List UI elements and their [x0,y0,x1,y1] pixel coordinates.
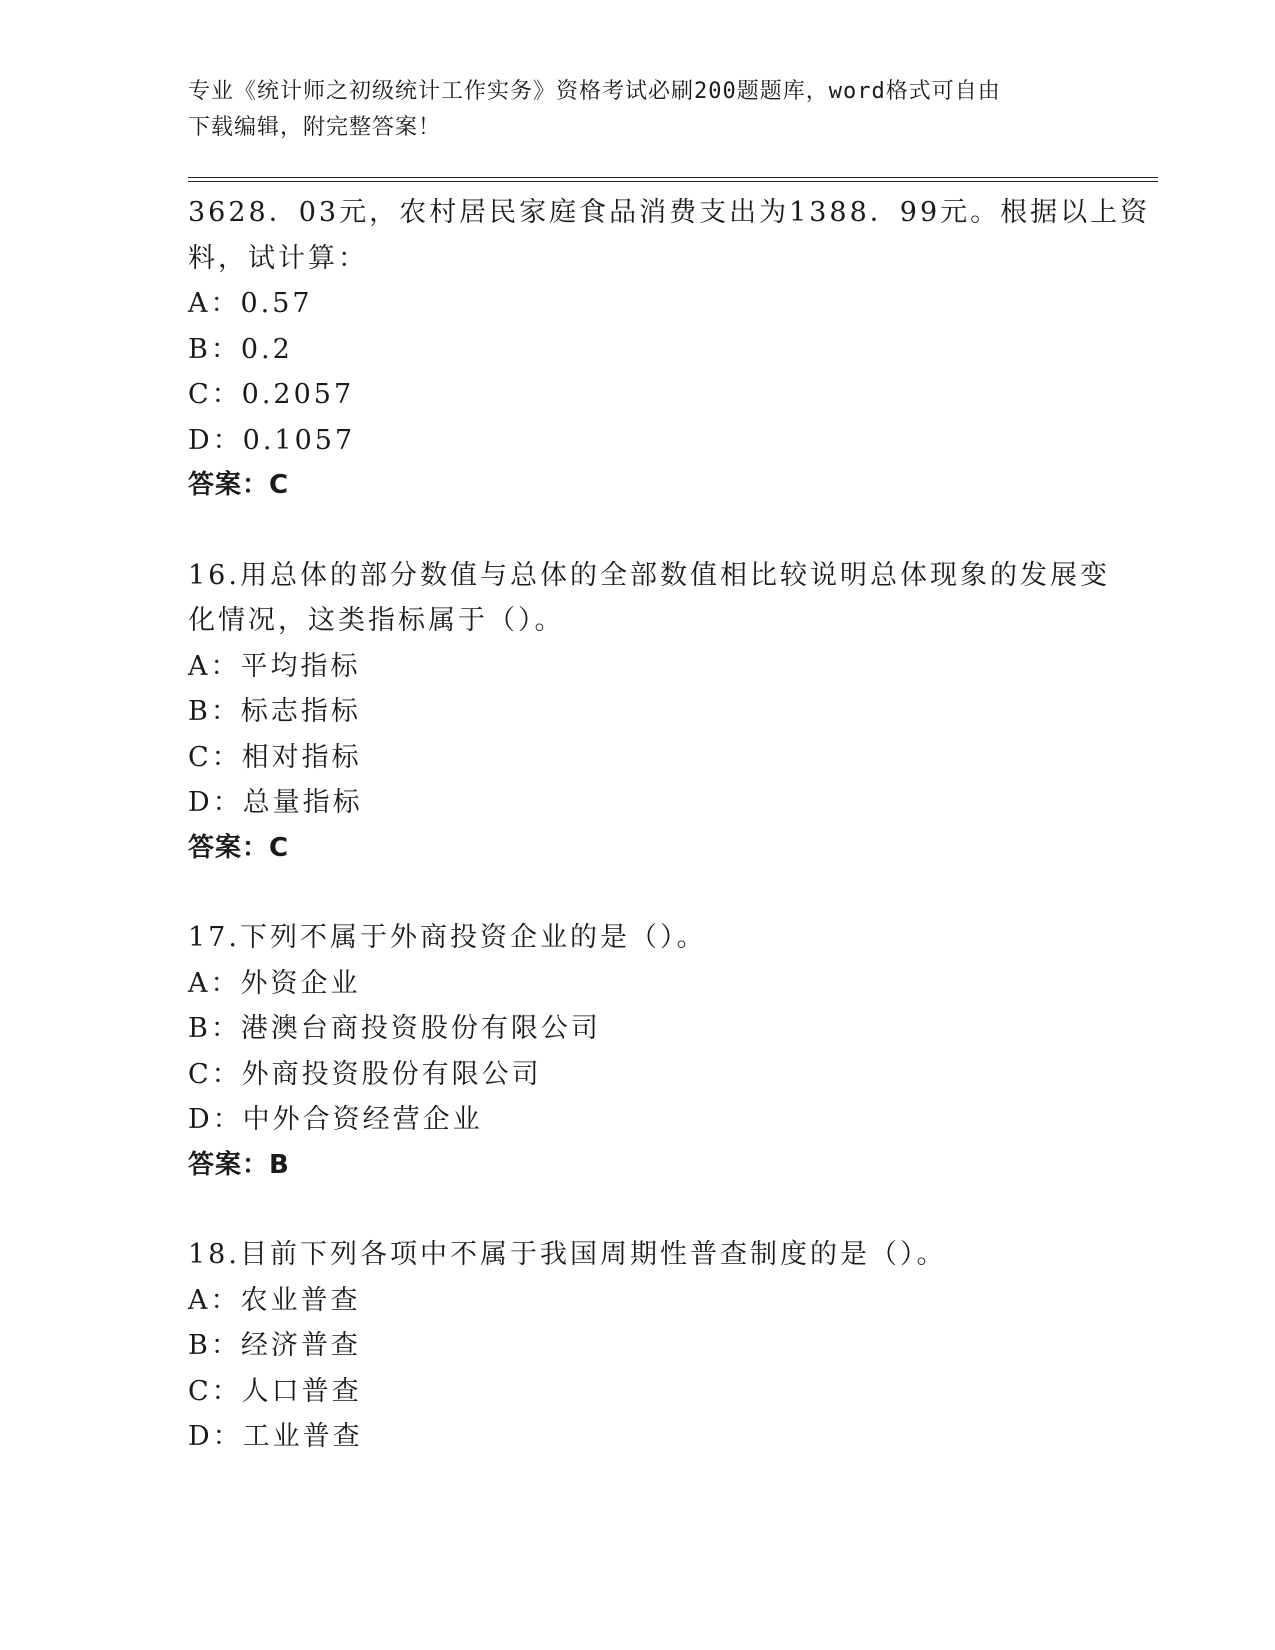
option-a: A：外资企业 [188,967,361,999]
option-b: B：港澳台商投资股份有限公司 [188,1013,601,1044]
question-text-line: 18.目前下列各项中不属于我国周期性普查制度的是（）。 [188,1239,947,1270]
answer-line: 答案：B [188,1149,290,1180]
option-d: D：中外合资经营企业 [188,1104,483,1135]
option-a: A：0.57 [188,288,313,319]
option-c: C：相对指标 [188,741,362,773]
option-c: C：人口普查 [188,1375,362,1407]
question-content [188,190,1151,1460]
question-text-line: 3628．03元，农村居民家庭食品消费支出为1388．99元。根据以上资 [188,197,1151,228]
question-text-line: 化情况，这类指标属于（）。 [188,605,565,636]
question-15-continued [188,190,1151,509]
option-b: B：经济普查 [188,1330,361,1361]
question-text-line: 16.用总体的部分数值与总体的全部数值相比较说明总体现象的发展变 [188,559,1110,591]
spacer [188,1188,1088,1232]
option-c: C：外商投资股份有限公司 [188,1058,542,1090]
header-divider-bottom [188,181,1158,182]
option-d: D：0.1057 [188,424,356,456]
spacer [188,871,1088,915]
header-divider-top [188,177,1158,178]
spacer [188,509,1088,553]
answer-line: 答案：C [188,470,290,500]
question-18 [188,1232,1088,1460]
header-title-line-2: 下载编辑，附完整答案！ [188,115,442,140]
question-text-line: 17.下列不属于外商投资企业的是（）。 [188,922,707,953]
option-d: D：工业普查 [188,1421,363,1452]
question-text-line: 料，试计算： [188,242,368,274]
option-a: A：平均指标 [188,650,361,682]
header-title-line-1: 专业《统计师之初级统计工作实务》资格考试必刷200题题库，word格式可自由 [188,79,1001,104]
option-a: A：农业普查 [188,1284,361,1316]
option-b: B：标志指标 [188,696,361,727]
option-c: C：0.2057 [188,379,355,410]
question-17 [188,915,1088,1188]
question-16 [188,553,1110,872]
option-d: D：总量指标 [188,787,363,818]
page-header [188,74,1088,146]
option-b: B：0.2 [188,333,293,365]
answer-line: 答案：C [188,832,290,863]
